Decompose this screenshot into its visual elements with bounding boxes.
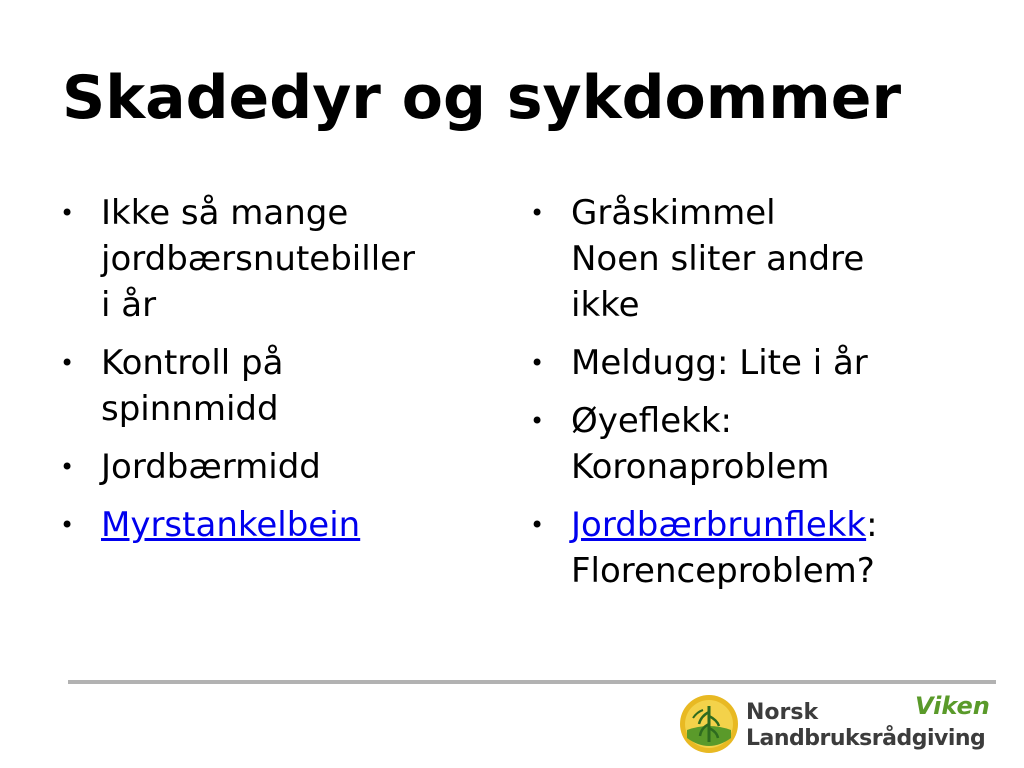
list-item xyxy=(60,502,480,548)
list-item-line: Ikke så mange xyxy=(101,193,349,233)
slide-title: Skadedyr og sykdommer xyxy=(62,63,902,133)
list-item xyxy=(60,340,480,432)
link-suffix: : xyxy=(866,505,878,545)
list-item-line: Koronaproblem xyxy=(571,447,830,487)
bullet-icon: • xyxy=(60,349,75,377)
list-item xyxy=(530,398,970,490)
list-item xyxy=(530,502,970,594)
list-item-line: jordbærsnutebiller xyxy=(101,239,416,279)
bullet-icon: • xyxy=(530,511,545,539)
list-item-line: i år xyxy=(101,285,157,325)
left-bullet-list xyxy=(60,190,480,560)
bullet-icon: • xyxy=(60,511,75,539)
list-item-line: Meldugg: Lite i år xyxy=(571,343,868,383)
brand-line-2: Landbruksrådgiving xyxy=(746,726,986,751)
bullet-icon: • xyxy=(530,349,545,377)
bullet-icon: • xyxy=(60,199,75,227)
bullet-icon: • xyxy=(530,407,545,435)
list-item-line: Florenceproblem? xyxy=(571,551,875,591)
list-item-line: Noen sliter andre xyxy=(571,239,865,279)
list-item-line: spinnmidd xyxy=(101,389,279,429)
list-item xyxy=(60,444,480,490)
norsk-landbruksradgiving-logo-icon xyxy=(679,694,739,754)
bullet-icon: • xyxy=(60,453,75,481)
footer-divider xyxy=(68,680,996,684)
right-bullet-list xyxy=(530,190,970,606)
list-item xyxy=(530,190,970,328)
bullet-icon: • xyxy=(530,199,545,227)
region-label: Viken xyxy=(915,692,990,720)
list-item-line: Gråskimmel xyxy=(571,193,776,233)
list-item-line: ikke xyxy=(571,285,640,325)
list-item xyxy=(530,340,970,386)
list-item-line: Øyeflekk: xyxy=(571,401,732,441)
brand-line-1: Norsk xyxy=(746,700,819,725)
list-item-line: Jordbærmidd xyxy=(101,447,321,487)
list-item xyxy=(60,190,480,328)
jordbaerbrunflekk-link[interactable]: Jordbærbrunflekk xyxy=(571,505,867,545)
myrstankelbein-link[interactable]: Myrstankelbein xyxy=(101,505,361,545)
list-item-line: Kontroll på xyxy=(101,343,284,383)
